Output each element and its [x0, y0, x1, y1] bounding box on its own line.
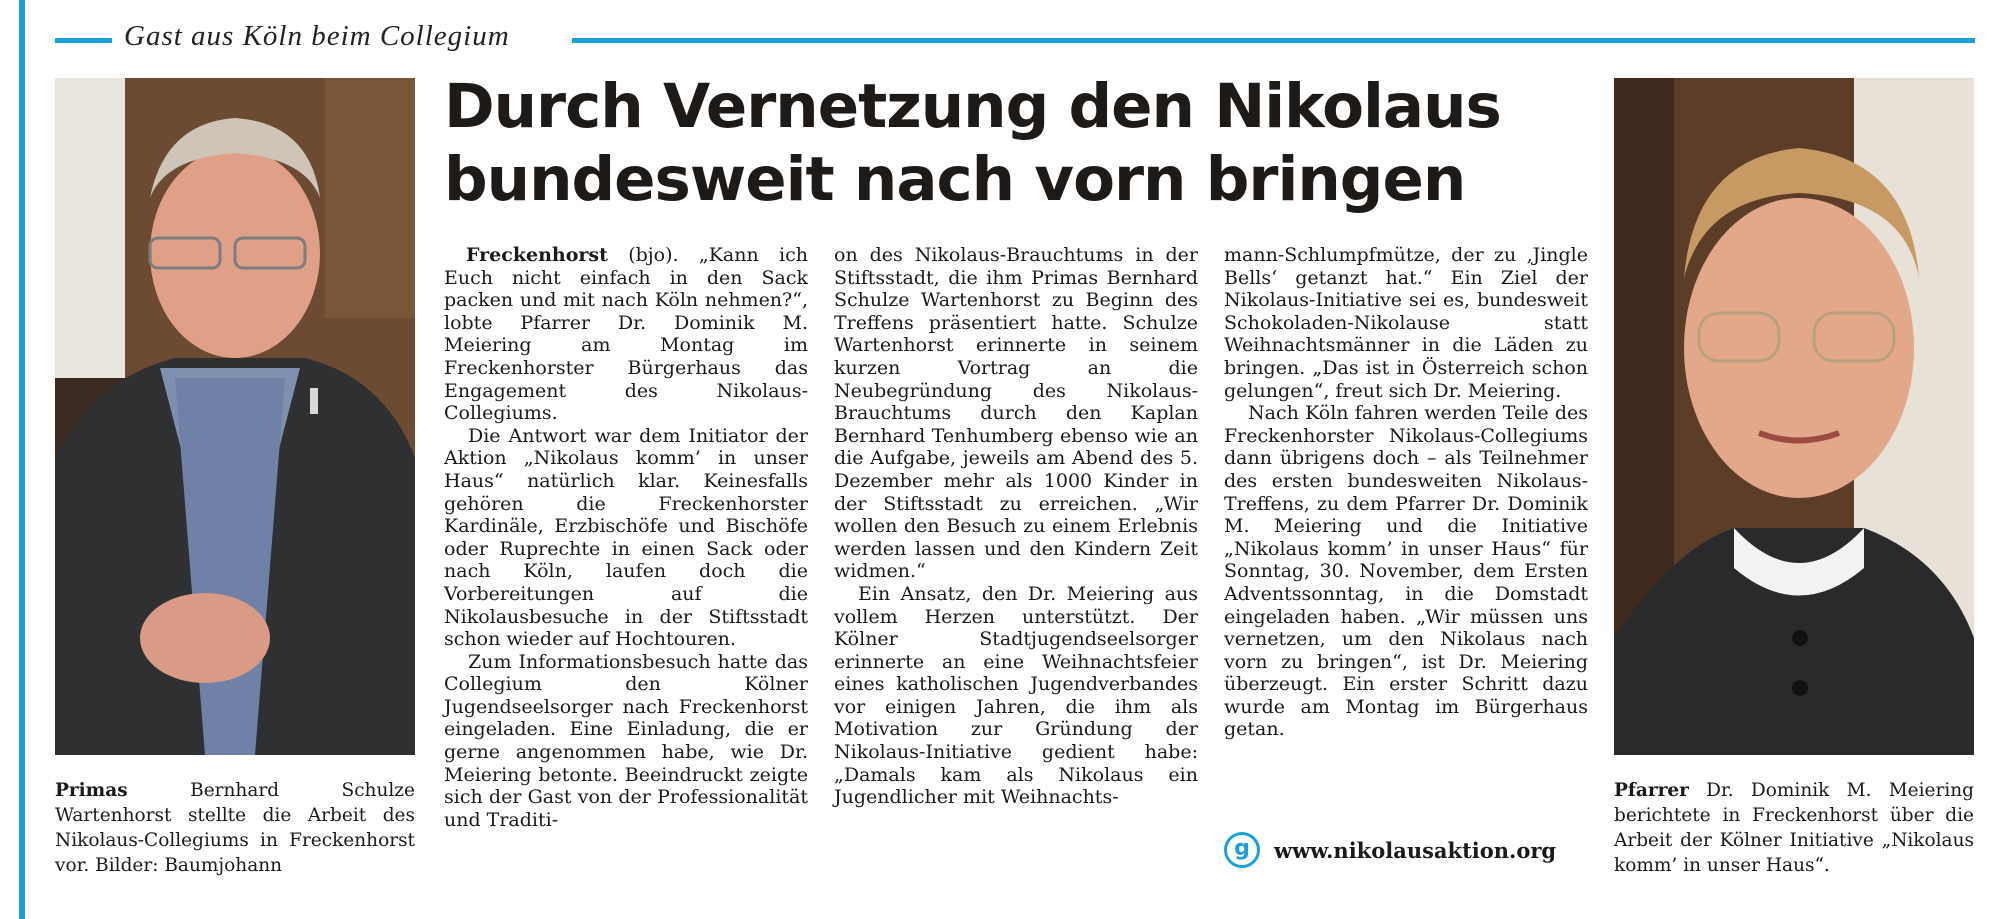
- caption-right: [1614, 778, 1974, 878]
- caption-left-lead: Primas: [55, 780, 128, 801]
- caption-right-text: Dr. Dominik M. Meiering berichtete in Freckenhorst über die Arbeit der Kölner Initiative „Nikolaus komm’ in unser Haus“.: [1614, 780, 1974, 876]
- web-reference: [1224, 830, 1588, 870]
- photo-pfarrer: [1614, 78, 1974, 755]
- portrait-photo-icon: [55, 78, 415, 755]
- photo-primas: [55, 78, 415, 755]
- kicker-rule-left: [55, 38, 112, 43]
- caption-left: [55, 778, 415, 878]
- portrait-photo-icon: [1614, 78, 1974, 755]
- g-logo-icon: g: [1224, 832, 1260, 868]
- dateline: Freckenhorst: [466, 244, 608, 266]
- paragraph-text: (bjo). „Kann ich Euch nicht einfach in den Sack packen und mit nach Köln nehmen?“, lobte Pfarrer Dr. Dominik M. Meiering am Montag im Freckenhorster Bürgerhaus das Engagement des Nikolaus-Collegiums.: [444, 244, 808, 425]
- paragraph: Nach Köln fahren werden Teile des Freckenhorster Nikolaus-Collegiums dann übrigens doch – als Teilnehmer des ersten bundesweiten Nikolaus-Treffens, zu dem Pfarrer Dr. Dominik M. Meiering und die Initiative „Nikolaus komm’ in unser Haus“ für Sonntag, 30. November, dem Ersten Adventssonntag, in die Domstadt eingeladen haben. „Wir müssen uns vernetzen, um den Nikolaus nach vorn zu bringen“, ist Dr. Meiering überzeugt. Ein erster Schritt dazu wurde am Montag im Bürgerhaus getan.: [1224, 402, 1588, 741]
- paragraph: [444, 244, 808, 425]
- article-column-2: [834, 244, 1198, 809]
- headline-line-1: Durch Vernetzung den Nikolaus: [444, 71, 1501, 142]
- paragraph: Ein Ansatz, den Dr. Meiering aus vollem Herzen unterstützt. Der Kölner Stadtjugendseelsorger erinnerte an eine Weihnachtsfeier eines katholischen Jugendverbandes vor einigen Jahren, die ihm als Motivation zur Gründung der Nikolaus-Initiative gedient habe: „Damals kam als Nikolaus ein Jugendlicher mit Weihnachts-: [834, 582, 1198, 809]
- paragraph: mann-Schlumpfmütze, der zu ‚Jingle Bells‘ getanzt hat.“ Ein Ziel der Nikolaus-Initiative sei es, bundesweit Schokoladen-Nikolause statt Weihnachtsmänner in die Läden zu bringen. „Das ist in Österreich schon gelungen“, freut sich Dr. Meiering.: [1224, 244, 1588, 402]
- headline: [444, 70, 1594, 216]
- paragraph: on des Nikolaus-Brauchtums in der Stiftsstadt, die ihm Primas Bernhard Schulze Wartenhorst zu Beginn des Treffens präsentiert hatte. Schulze Wartenhorst erinnerte in seinem kurzen Vortrag an die Neubegründung des Nikolaus-Brauchtums durch den Kaplan Bernhard Tenhumberg ebenso wie an die Aufgabe, jeweils am Abend des 5. Dezember mehr als 1000 Kinder in der Stiftsstadt zu erreichen. „Wir wollen den Besuch zu einem Erlebnis werden lassen und den Kindern Zeit widmen.“: [834, 244, 1198, 583]
- paragraph: Die Antwort war dem Initiator der Aktion „Nikolaus komm’ in unser Haus“ natürlich klar. Keinesfalls gehören die Freckenhorster Kardinäle, Erzbischöfe und Bischöfe oder Ruprechte in einen Sack oder nach Köln, laufen doch die Vorbereitungen auf die Nikolausbesuche in der Stiftsstadt schon wieder auf Hochtouren.: [444, 424, 808, 651]
- kicker-rule-right: [572, 38, 1975, 43]
- caption-right-lead: Pfarrer: [1614, 780, 1689, 801]
- kicker: Gast aus Köln beim Collegium: [124, 20, 510, 52]
- accent-left-bar: [19, 0, 25, 919]
- headline-line-2: bundesweit nach vorn bringen: [444, 144, 1466, 215]
- article-column-3: [1224, 244, 1588, 741]
- article-column-1: [444, 244, 808, 831]
- paragraph: Zum Informationsbesuch hatte das Collegium den Kölner Jugendseelsorger nach Freckenhorst eingeladen. Eine Einladung, die er gerne angenommen habe, wie Dr. Meiering betonte. Beeindruckt zeigte sich der Gast von der Professionalität und Traditi-: [444, 650, 808, 831]
- caption-left-text: Bernhard Schulze Wartenhorst stellte die Arbeit des Nikolaus-Collegiums in Freckenhorst vor. Bilder: Baumjohann: [55, 780, 415, 876]
- website-link[interactable]: www.nikolausaktion.org: [1274, 837, 1557, 863]
